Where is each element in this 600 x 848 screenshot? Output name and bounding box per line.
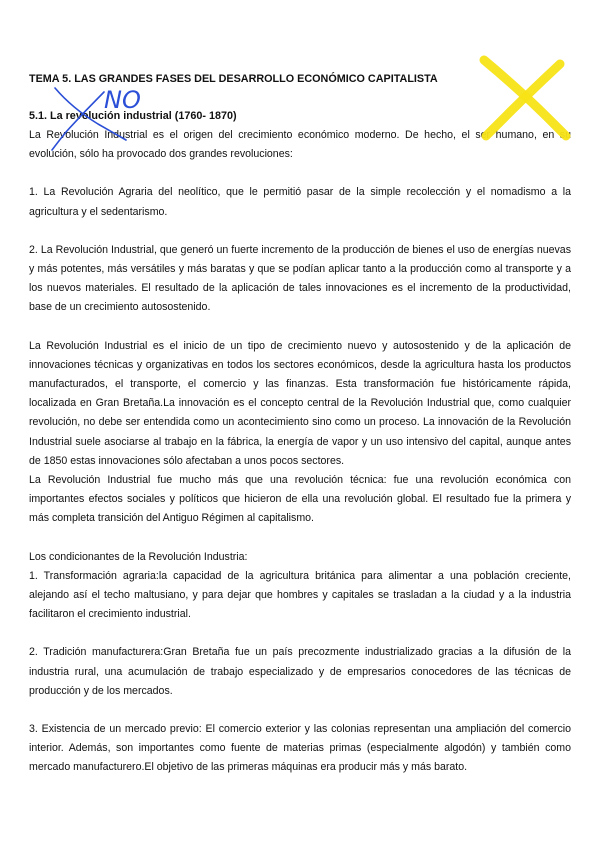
list-heading-conditions: Los condicionantes de la Revolución Industria: xyxy=(29,550,248,563)
paragraph-industrial-revolution: 2. La Revolución Industrial, que generó un fuerte incremento de la producción de bienes el uso de energías nuevas y más potentes, más versátiles y más baratas y que se podían aplicar tanto a la producción como al transporte y a los nuevos materiales. El resultado de la aplicación de tales innovaciones es el incremento de la productividad, base de un crecimiento autosostenido. xyxy=(29,243,571,314)
document-body xyxy=(29,70,571,778)
list-item-manufacturing-tradition: 2. Tradición manufacturera:Gran Bretaña fue un país precozmente industrializado gracias a la difusión de la industria rural, una acumulación de trabajo especializado y de empresarios conocedores de las técnicas de producción y de los mercados. xyxy=(29,646,571,697)
section-heading: 5.1. La revolución industrial (1760- 1870) xyxy=(29,110,237,122)
paragraph-global-revolution: La Revolución Industrial fue mucho más que una revolución técnica: fue una revolución económica con importantes efectos sociales y políticos que hicieron de ella una revolución global. El resultado fue la primera y más completa transición del Antiguo Régimen al capitalismo. xyxy=(29,474,571,525)
handwritten-note: NO xyxy=(104,86,141,114)
paragraph-agrarian-revolution: 1. La Revolución Agraria del neolítico, que le permitió pasar de la simple recolección y el nomadismo a la agricultura y el sedentarismo. xyxy=(29,186,571,218)
document-title: TEMA 5. LAS GRANDES FASES DEL DESARROLLO ECONÓMICO CAPITALISTA xyxy=(29,73,438,85)
list-item-agrarian-transformation: 1. Transformación agraria:la capacidad de la agricultura británica para alimentar a una población creciente, alejando así el techo maltusiano, y para dejar que hombres y capitales se trasladan a la ciudad y a la industria facilitaron el crecimiento industrial. xyxy=(29,569,571,621)
paragraph-intro: La Revolución Industrial es el origen del crecimiento económico moderno. De hecho, el ser humano, en su evolución, sólo ha provocado dos grandes revoluciones: xyxy=(29,129,571,161)
paragraph-definition: La Revolución Industrial es el inicio de un tipo de crecimiento nuevo y autosostenido y de la aplicación de innovaciones técnicas y organizativas en todos los sectores económicos, desde la agricultura hasta los productos manufacturados, el transporte, el comercio y las finanzas. Esta transformación fue históricamente rápida, localizada en Gran Bretaña.La innovación es el concepto central de la Revolución Industrial que, como cualquier revolución, no debe ser entendida como un acontecimiento sino como un proceso. La innovación de la Revolución Industrial suele asociarse al trabajo en la fábrica, la energía de vapor y un uso intensivo del capital, aunque antes de 1850 estas innovaciones sólo afectaban a unos pocos sectores. xyxy=(29,339,571,467)
list-item-previous-market: 3. Existencia de un mercado previo: El comercio exterior y las colonias representan una ampliación del comercio interior. Además, son importantes como fuente de materias primas (especialmente algodón) y también como mercado manufacturero.El objetivo de las primeras máquinas era producir más y más barato. xyxy=(29,723,571,774)
